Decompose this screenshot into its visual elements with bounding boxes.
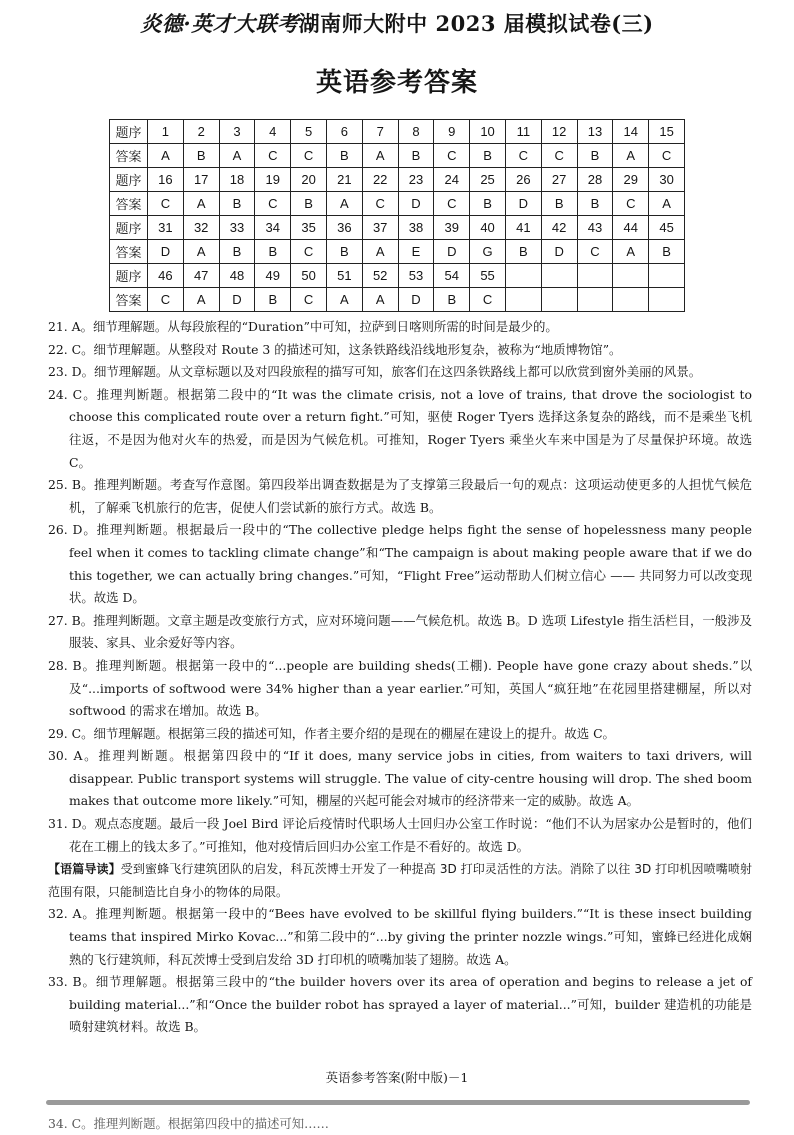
answer-cell: B: [577, 144, 613, 168]
question-number-cell: 1: [148, 120, 184, 144]
question-number-cell: 7: [362, 120, 398, 144]
answer-cell: E: [398, 240, 434, 264]
explanation-33: 33. B。细节理解题。根据第三段中的“the builder hovers over its area of operation and begins to release a jet of building material...”和“Once the builder robot has sprayed a layer of material...”可知，builder 建造机的功能是喷射建筑材料。故选 B。: [48, 974, 752, 1035]
question-number-cell: 22: [362, 168, 398, 192]
answer-cell: B: [505, 240, 541, 264]
row-header-cell: 题序: [110, 168, 148, 192]
answer-cell: C: [291, 240, 327, 264]
answer-cell: C: [577, 240, 613, 264]
answer-row: [110, 192, 685, 216]
question-number-cell: 44: [613, 216, 649, 240]
answer-cell: B: [541, 192, 577, 216]
row-header-cell: 答案: [110, 192, 148, 216]
question-number-cell: 12: [541, 120, 577, 144]
question-number-cell: 24: [434, 168, 470, 192]
question-number-cell: 15: [649, 120, 685, 144]
answer-row: [110, 240, 685, 264]
answer-cell: B: [434, 288, 470, 312]
answer-cell: C: [255, 144, 291, 168]
question-number-cell: 27: [541, 168, 577, 192]
question-number-row: [110, 120, 685, 144]
answer-cell: C: [470, 288, 506, 312]
page-title: 英语参考答案: [315, 68, 478, 98]
question-number-cell: 35: [291, 216, 327, 240]
question-number-cell: 5: [291, 120, 327, 144]
question-number-cell: 52: [362, 264, 398, 288]
answer-cell: B: [219, 240, 255, 264]
explanation-22: 22. C。细节理解题。从整段对 Route 3 的描述可知，这条铁路线沿线地形复杂，被称为“地质博物馆”。: [48, 341, 622, 357]
question-number-cell: 18: [219, 168, 255, 192]
question-number-cell: 8: [398, 120, 434, 144]
answer-cell: A: [219, 144, 255, 168]
answer-cell: C: [148, 288, 184, 312]
answer-cell: A: [148, 144, 184, 168]
answer-cell: A: [183, 288, 219, 312]
answer-cell: D: [398, 192, 434, 216]
row-header-cell: 答案: [110, 144, 148, 168]
question-number-cell: 46: [148, 264, 184, 288]
question-number-cell: 2: [183, 120, 219, 144]
row-header-cell: 答案: [110, 288, 148, 312]
question-number-cell: 20: [291, 168, 327, 192]
question-number-cell: 32: [183, 216, 219, 240]
answer-cell: C: [255, 192, 291, 216]
question-number-cell: 39: [434, 216, 470, 240]
question-number-cell: 25: [470, 168, 506, 192]
page-footer: 英语参考答案(附中版)－1: [325, 1070, 469, 1085]
question-number-cell: 31: [148, 216, 184, 240]
answer-cell: [649, 288, 685, 312]
answer-cell: A: [362, 144, 398, 168]
answer-cell: A: [326, 192, 362, 216]
question-number-cell: 26: [505, 168, 541, 192]
answer-cell: B: [649, 240, 685, 264]
question-number-cell: 43: [577, 216, 613, 240]
question-number-cell: 6: [326, 120, 362, 144]
answer-cell: A: [183, 192, 219, 216]
answer-cell: B: [470, 192, 506, 216]
answer-table: [109, 119, 685, 312]
question-number-cell: [577, 264, 613, 288]
explanation-30: 30. A。推理判断题。根据第四段中的“If it does, many service jobs in cities, from waiters to taxi drivers, will disappear. Public transport systems will struggle. The value of city-centre housing will drop. The shed boom makes that outcome more likely.”可知，棚屋的兴起可能会对城市的经济带来一定的威胁。故选 A。: [48, 748, 752, 809]
question-number-cell: 29: [613, 168, 649, 192]
question-number-cell: 3: [219, 120, 255, 144]
question-number-cell: 23: [398, 168, 434, 192]
explanation-27: 27. B。推理判断题。文章主题是改变旅行方式，应对环境问题——气候危机。故选 B。D 选项 Lifestyle 指生活栏目，一般涉及服装、家具、业余爱好等内容。: [48, 612, 752, 651]
question-number-cell: [541, 264, 577, 288]
explanation-26: 26. D。推理判断题。根据最后一段中的“The collective pledge helps fight the sense of hopelessness many people feel when it comes to tackling climate change”和“The campaign is about making people aware that if we do this together, we can actually bring changes.”可知，“Flight Free”运动帮助人们树立信心 —— 共同努力可以改变现状。故选 D。: [48, 522, 752, 606]
explanation-21: 21. A。细节理解题。从每段旅程的“Duration”中可知，拉萨到日喀则所需的时间是最少的。: [48, 319, 558, 334]
answer-cell: A: [362, 240, 398, 264]
question-number-cell: 55: [470, 264, 506, 288]
question-number-cell: 50: [291, 264, 327, 288]
explanation-23: 23. D。细节理解题。从文章标题以及对四段旅程的描写可知，旅客们在这四条铁路线上都可以欣赏到窗外美丽的风景。: [48, 364, 702, 380]
answer-cell: D: [398, 288, 434, 312]
question-number-cell: 9: [434, 120, 470, 144]
question-number-cell: 47: [183, 264, 219, 288]
answer-cell: A: [649, 192, 685, 216]
explanation-31: 31. D。观点态度题。最后一段 Joel Bird 评论后疫情时代职场人士回归办公室工作时说：“他们不认为居家办公是暂时的，他们花在工棚上的钱太多了。”可推知，他对疫情后回归办公室工作是不看好的。故选 D。: [48, 816, 752, 854]
question-number-cell: 19: [255, 168, 291, 192]
answer-cell: G: [470, 240, 506, 264]
answer-cell: D: [541, 240, 577, 264]
answer-cell: C: [434, 144, 470, 168]
answer-cell: B: [291, 192, 327, 216]
answer-cell: A: [183, 240, 219, 264]
explanation-29: 29. C。细节理解题。根据第三段的描述可知，作者主要介绍的是现在的棚屋在建设上的提升。故选 C。: [48, 725, 615, 741]
answer-cell: B: [255, 240, 291, 264]
question-number-cell: 42: [541, 216, 577, 240]
answer-cell: C: [649, 144, 685, 168]
question-number-cell: 10: [470, 120, 506, 144]
answer-cell: C: [541, 144, 577, 168]
row-header-cell: 题序: [110, 120, 148, 144]
passage-guide-text: 受到蜜蜂飞行建筑团队的启发，科瓦茨博士开发了一种提高 3D 打印灵活性的方法。消除了以往 3D 打印机因喷嘴喷射范围有限，只能制造比自身小的物体的局限。: [48, 862, 752, 899]
question-number-row: [110, 264, 685, 288]
question-number-cell: 11: [505, 120, 541, 144]
explanation-32: 32. A。推理判断题。根据第一段中的“Bees have evolved to be skillful flying builders.”“It is these insect building teams that inspired Mirko Kovac...”和第二段中的“...by giving the printer nozzle wings.”可知，蜜蜂已经进化成娴熟的飞行建筑师，科瓦茨博士受到启发给 3D 打印机的喷嘴加装了翅膀。故选 A。: [48, 906, 752, 967]
answer-row: [110, 144, 685, 168]
question-number-cell: 30: [649, 168, 685, 192]
question-number-cell: 54: [434, 264, 470, 288]
question-number-row: [110, 216, 685, 240]
question-number-cell: [649, 264, 685, 288]
question-number-cell: 37: [362, 216, 398, 240]
question-number-cell: 4: [255, 120, 291, 144]
page-divider: [46, 1100, 750, 1105]
question-number-cell: 17: [183, 168, 219, 192]
question-number-cell: 34: [255, 216, 291, 240]
question-number-cell: 16: [148, 168, 184, 192]
answer-cell: D: [219, 288, 255, 312]
row-header-cell: 题序: [110, 264, 148, 288]
question-number-cell: [505, 264, 541, 288]
question-number-cell: 36: [326, 216, 362, 240]
answer-cell: B: [470, 144, 506, 168]
answer-cell: D: [505, 192, 541, 216]
answer-cell: D: [148, 240, 184, 264]
question-number-cell: 21: [326, 168, 362, 192]
answer-cell: [541, 288, 577, 312]
question-number-cell: 13: [577, 120, 613, 144]
exam-header: [0, 8, 794, 38]
answer-cell: D: [434, 240, 470, 264]
question-number-cell: 33: [219, 216, 255, 240]
cut-off-next-line: 34. C。推理判断题。根据第四段中的描述可知……: [48, 1116, 329, 1131]
row-header-cell: 题序: [110, 216, 148, 240]
question-number-cell: 14: [613, 120, 649, 144]
answer-cell: B: [255, 288, 291, 312]
answer-cell: [577, 288, 613, 312]
passage-guide-label: 【语篇导读】: [48, 862, 121, 877]
question-number-cell: 51: [326, 264, 362, 288]
explanation-28: 28. B。推理判断题。根据第一段中的“...people are building sheds(工棚). People have gone crazy about sheds.”以及“...imports of softwood were 34% higher than a year earlier.”可知，英国人“疯狂地”在花园里搭建棚屋，所以对 softwood 的需求在增加。故选 B。: [48, 657, 752, 719]
answer-cell: B: [326, 240, 362, 264]
header-brand: 炎德·英才大联考: [140, 11, 299, 36]
answer-cell: B: [398, 144, 434, 168]
header-exam-name: 湖南师大附中 2023 届模拟试卷(三): [298, 11, 654, 36]
answer-cell: B: [183, 144, 219, 168]
answer-cell: A: [362, 288, 398, 312]
answer-cell: A: [613, 240, 649, 264]
question-number-cell: 53: [398, 264, 434, 288]
answer-cell: A: [613, 144, 649, 168]
question-number-row: [110, 168, 685, 192]
answer-row: [110, 288, 685, 312]
question-number-cell: 38: [398, 216, 434, 240]
question-number-cell: [613, 264, 649, 288]
question-number-cell: 45: [649, 216, 685, 240]
question-number-cell: 28: [577, 168, 613, 192]
answer-cell: C: [148, 192, 184, 216]
answer-cell: C: [291, 144, 327, 168]
answer-cell: C: [434, 192, 470, 216]
question-number-cell: 49: [255, 264, 291, 288]
passage-guide: [48, 858, 752, 903]
question-number-cell: 48: [219, 264, 255, 288]
explanation-24: 24. C。推理判断题。根据第二段中的“It was the climate crisis, not a love of trains, that drove the sociologist to choose this complicated route over a return fight.”可知，驱使 Roger Tyers 选择这条复杂的路线，而不是乘坐飞机往返，不是因为他对火车的热爱，而是因为气候危机。可推知，Roger Tyers 乘坐火车来中国是为了尽量保护环境。故选 C。: [48, 386, 752, 470]
answer-cell: C: [362, 192, 398, 216]
answer-cell: C: [505, 144, 541, 168]
answer-cell: A: [326, 288, 362, 312]
explanation-25: 25. B。推理判断题。考查写作意图。第四段举出调查数据是为了支撑第三段最后一句的观点：这项运动使更多的人担忧气候危机，了解乘飞机旅行的危害，促使人们尝试新的旅行方式。故选 B。: [48, 477, 752, 515]
explanations: [48, 316, 752, 1039]
answer-cell: B: [219, 192, 255, 216]
answer-cell: C: [291, 288, 327, 312]
question-number-cell: 40: [470, 216, 506, 240]
answer-cell: B: [326, 144, 362, 168]
answer-cell: [613, 288, 649, 312]
answer-cell: C: [613, 192, 649, 216]
answer-cell: [505, 288, 541, 312]
answer-cell: B: [577, 192, 613, 216]
row-header-cell: 答案: [110, 240, 148, 264]
question-number-cell: 41: [505, 216, 541, 240]
